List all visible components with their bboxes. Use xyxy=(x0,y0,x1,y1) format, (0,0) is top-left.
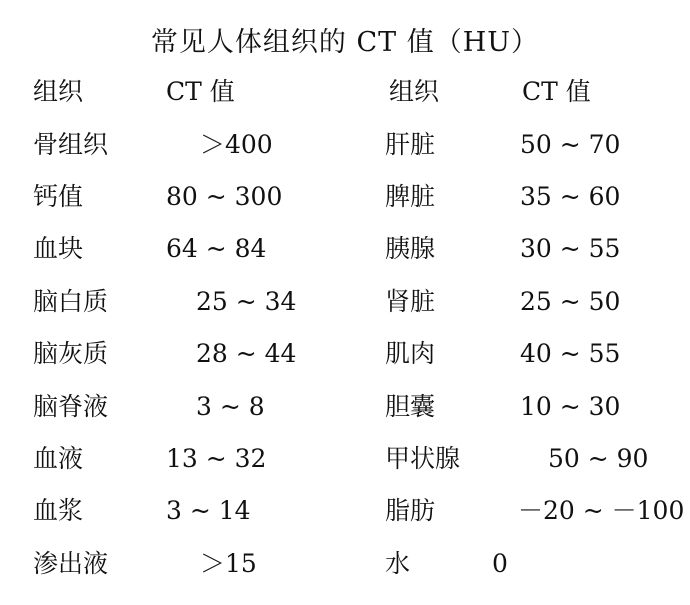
table-row-left-ct: 3 ~ 8 xyxy=(196,392,265,421)
table-row-left-ct: 3 ~ 14 xyxy=(166,496,251,525)
table-row-left-tissue: 渗出液 xyxy=(33,549,109,578)
table-row-left-tissue: 骨组织 xyxy=(33,130,109,159)
table-row-left-tissue: 脑灰质 xyxy=(33,339,109,368)
table-row-right-ct: 25 ~ 50 xyxy=(520,287,621,316)
table-row-right-tissue: 甲状腺 xyxy=(385,444,461,473)
table-row-right-tissue: 胰腺 xyxy=(385,234,436,263)
table-row-left-ct: 64 ~ 84 xyxy=(166,234,267,263)
table-row-right-ct: 10 ~ 30 xyxy=(520,392,621,421)
table-row-right-tissue: 脾脏 xyxy=(385,182,436,211)
table-row-right-tissue: 胆囊 xyxy=(385,392,436,421)
table-row-right-tissue: 肾脏 xyxy=(385,287,436,316)
table-row-left-tissue: 血浆 xyxy=(33,496,84,525)
header-right-ct: CT 值 xyxy=(522,77,591,106)
table-row-right-tissue: 肌肉 xyxy=(385,339,436,368)
table-row-right-tissue: 肝脏 xyxy=(385,130,436,159)
table-row-left-tissue: 脑白质 xyxy=(33,287,109,316)
table-row-right-ct: 40 ~ 55 xyxy=(520,339,621,368)
table-row-left-ct: 28 ~ 44 xyxy=(196,339,297,368)
table-row-right-ct: 30 ~ 55 xyxy=(520,234,621,263)
header-left-tissue: 组织 xyxy=(33,77,84,106)
table-row-right-tissue: 水 xyxy=(385,549,411,578)
table-row-left-tissue: 钙值 xyxy=(33,182,84,211)
table-row-left-tissue: 脑脊液 xyxy=(33,392,109,421)
table-row-left-ct: ＞400 xyxy=(200,130,273,159)
table-row-left-ct: 80 ~ 300 xyxy=(166,182,283,211)
page-title: 常见人体组织的 CT 值（HU） xyxy=(150,27,540,58)
table-row-left-ct: 13 ~ 32 xyxy=(166,444,267,473)
header-right-tissue: 组织 xyxy=(389,77,440,106)
table-row-left-ct: ＞15 xyxy=(200,549,257,578)
header-left-ct: CT 值 xyxy=(166,77,235,106)
table-row-right-ct: 50 ~ 70 xyxy=(520,130,621,159)
table-row-right-ct: 50 ~ 90 xyxy=(548,444,649,473)
table-row-right-ct: 35 ~ 60 xyxy=(520,182,621,211)
table-row-left-ct: 25 ~ 34 xyxy=(196,287,297,316)
table-row-left-tissue: 血液 xyxy=(33,444,84,473)
table-row-right-ct: 0 xyxy=(492,549,508,578)
table-row-left-tissue: 血块 xyxy=(33,234,84,263)
table-row-right-ct: －20 ~ －100 xyxy=(518,496,685,525)
table-row-right-tissue: 脂肪 xyxy=(385,496,436,525)
